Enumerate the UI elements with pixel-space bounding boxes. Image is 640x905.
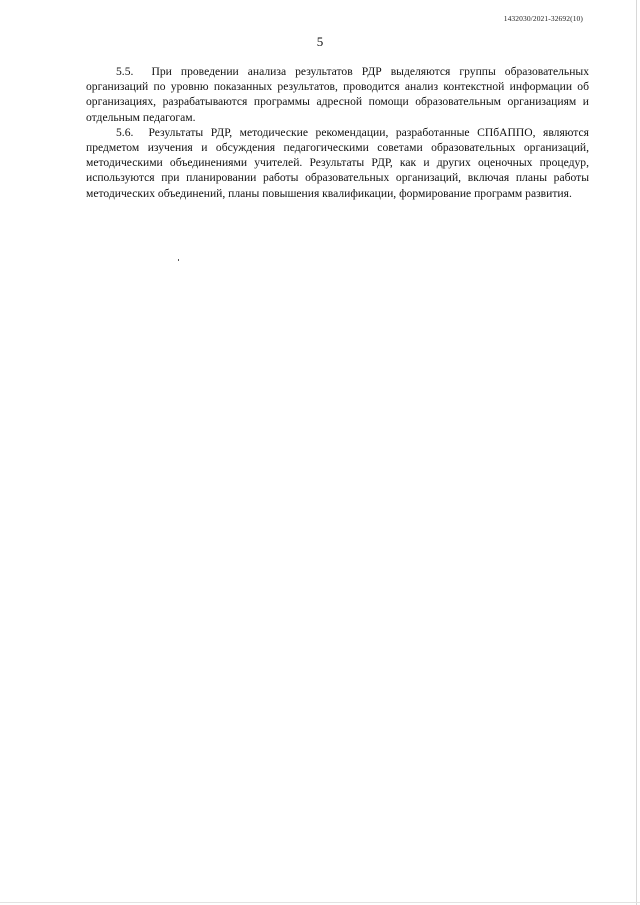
paragraph-number: 5.5.: [116, 65, 134, 78]
scan-edge-right: [636, 0, 637, 905]
paragraph-5-5: [86, 64, 589, 125]
document-body: [86, 64, 589, 201]
scan-speck: [178, 259, 179, 261]
paragraph-5-6: [86, 125, 589, 201]
document-id: 1432030/2021-32692(10): [503, 14, 583, 23]
paragraph-number: 5.6.: [116, 125, 134, 139]
paragraph-text: При проведении анализа результатов РДР выделяются группы образовательных организаций по уровню показанных результатов, проводится анализ контекстной информации об организациях, разрабатываются программы адресной помощи образовательным организациям и отдельным педагогам.: [86, 65, 589, 124]
scan-edge-bottom: [0, 902, 640, 903]
page-number: 5: [316, 34, 324, 49]
paragraph-text: Результаты РДР, методические рекомендации, разработанные СПбАППО, являются предметом изучения и обсуждения педагогическими советами образовательных организаций, методическими объединениями учителей. Результаты РДР, как и других оценочных процедур, используются при планировании работы образовательных организаций, включая планы работы методических объединений, планы повышения квалификации, формирование программ развития.: [86, 125, 589, 200]
